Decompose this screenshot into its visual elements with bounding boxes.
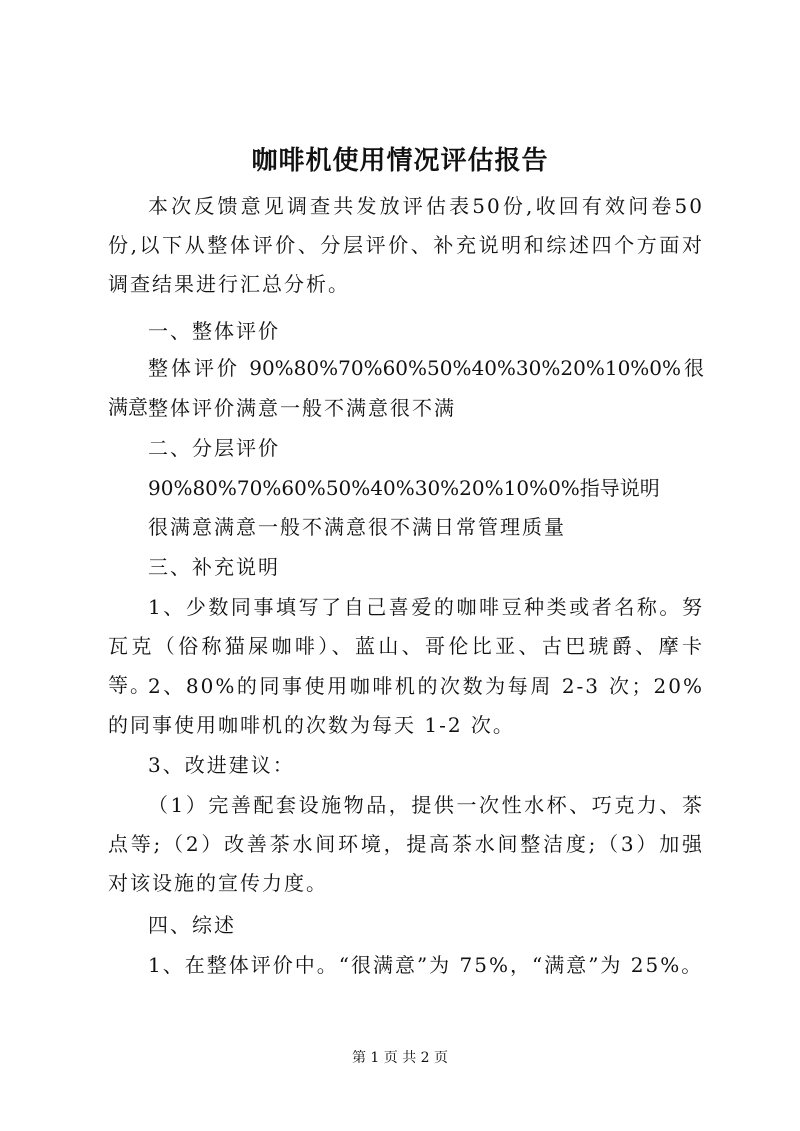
section-heading-overall: 一、整体评价 [148,319,280,343]
section-heading-layered: 二、分层评价 [148,436,280,460]
intro-paragraph: 本次反馈意见调查共发放评估表50份,收回有效问卷50份,以下从整体评价、分层评价、补充说明和综述四个方面对调查结果进行汇总分析。 [108,194,704,296]
layered-options-line: 很满意满意一般不满意很不满日常管理质量 [148,515,566,539]
layered-scale-line: 90%80%70%60%50%40%30%20%10%0%指导说明 [148,476,660,500]
document-title: 咖啡机使用情况评估报告 [251,146,549,176]
overall-options-line: 整体评价满意一般不满意很不满 [148,396,456,420]
section-heading-summary: 四、综述 [148,913,236,937]
summary-item-1: 1、在整体评价中。“很满意”为 75%，“满意”为 25%。 [148,953,704,977]
improvement-suggestions: （1）完善配套设施物品，提供一次性水杯、巧克力、茶点等;（2）改善茶水间环境，提高茶水间整洁度;（3）加强对该设施的宣传力度。 [108,793,704,895]
overall-scale-line: 整体评价 90%80%70%60%50%40%30%20%10%0%很满意 [108,356,704,419]
page-footer: 第 1 页 共 2 页 [351,1050,449,1066]
section-heading-supplement: 三、补充说明 [148,555,280,579]
supplement-item-3: 3、改进建议： [148,753,295,777]
supplement-item-1: 1、少数同事填写了自己喜爱的咖啡豆种类或者名称。努瓦克（俗称猫屎咖啡）、蓝山、哥伦比亚、古巴琥爵、摩卡等。 [108,595,704,697]
supplement-item-2: 2、80%的同事使用咖啡机的次数为每周 2-3 次；20%的同事使用咖啡机的次数为每天 1-2 次。 [108,674,704,737]
